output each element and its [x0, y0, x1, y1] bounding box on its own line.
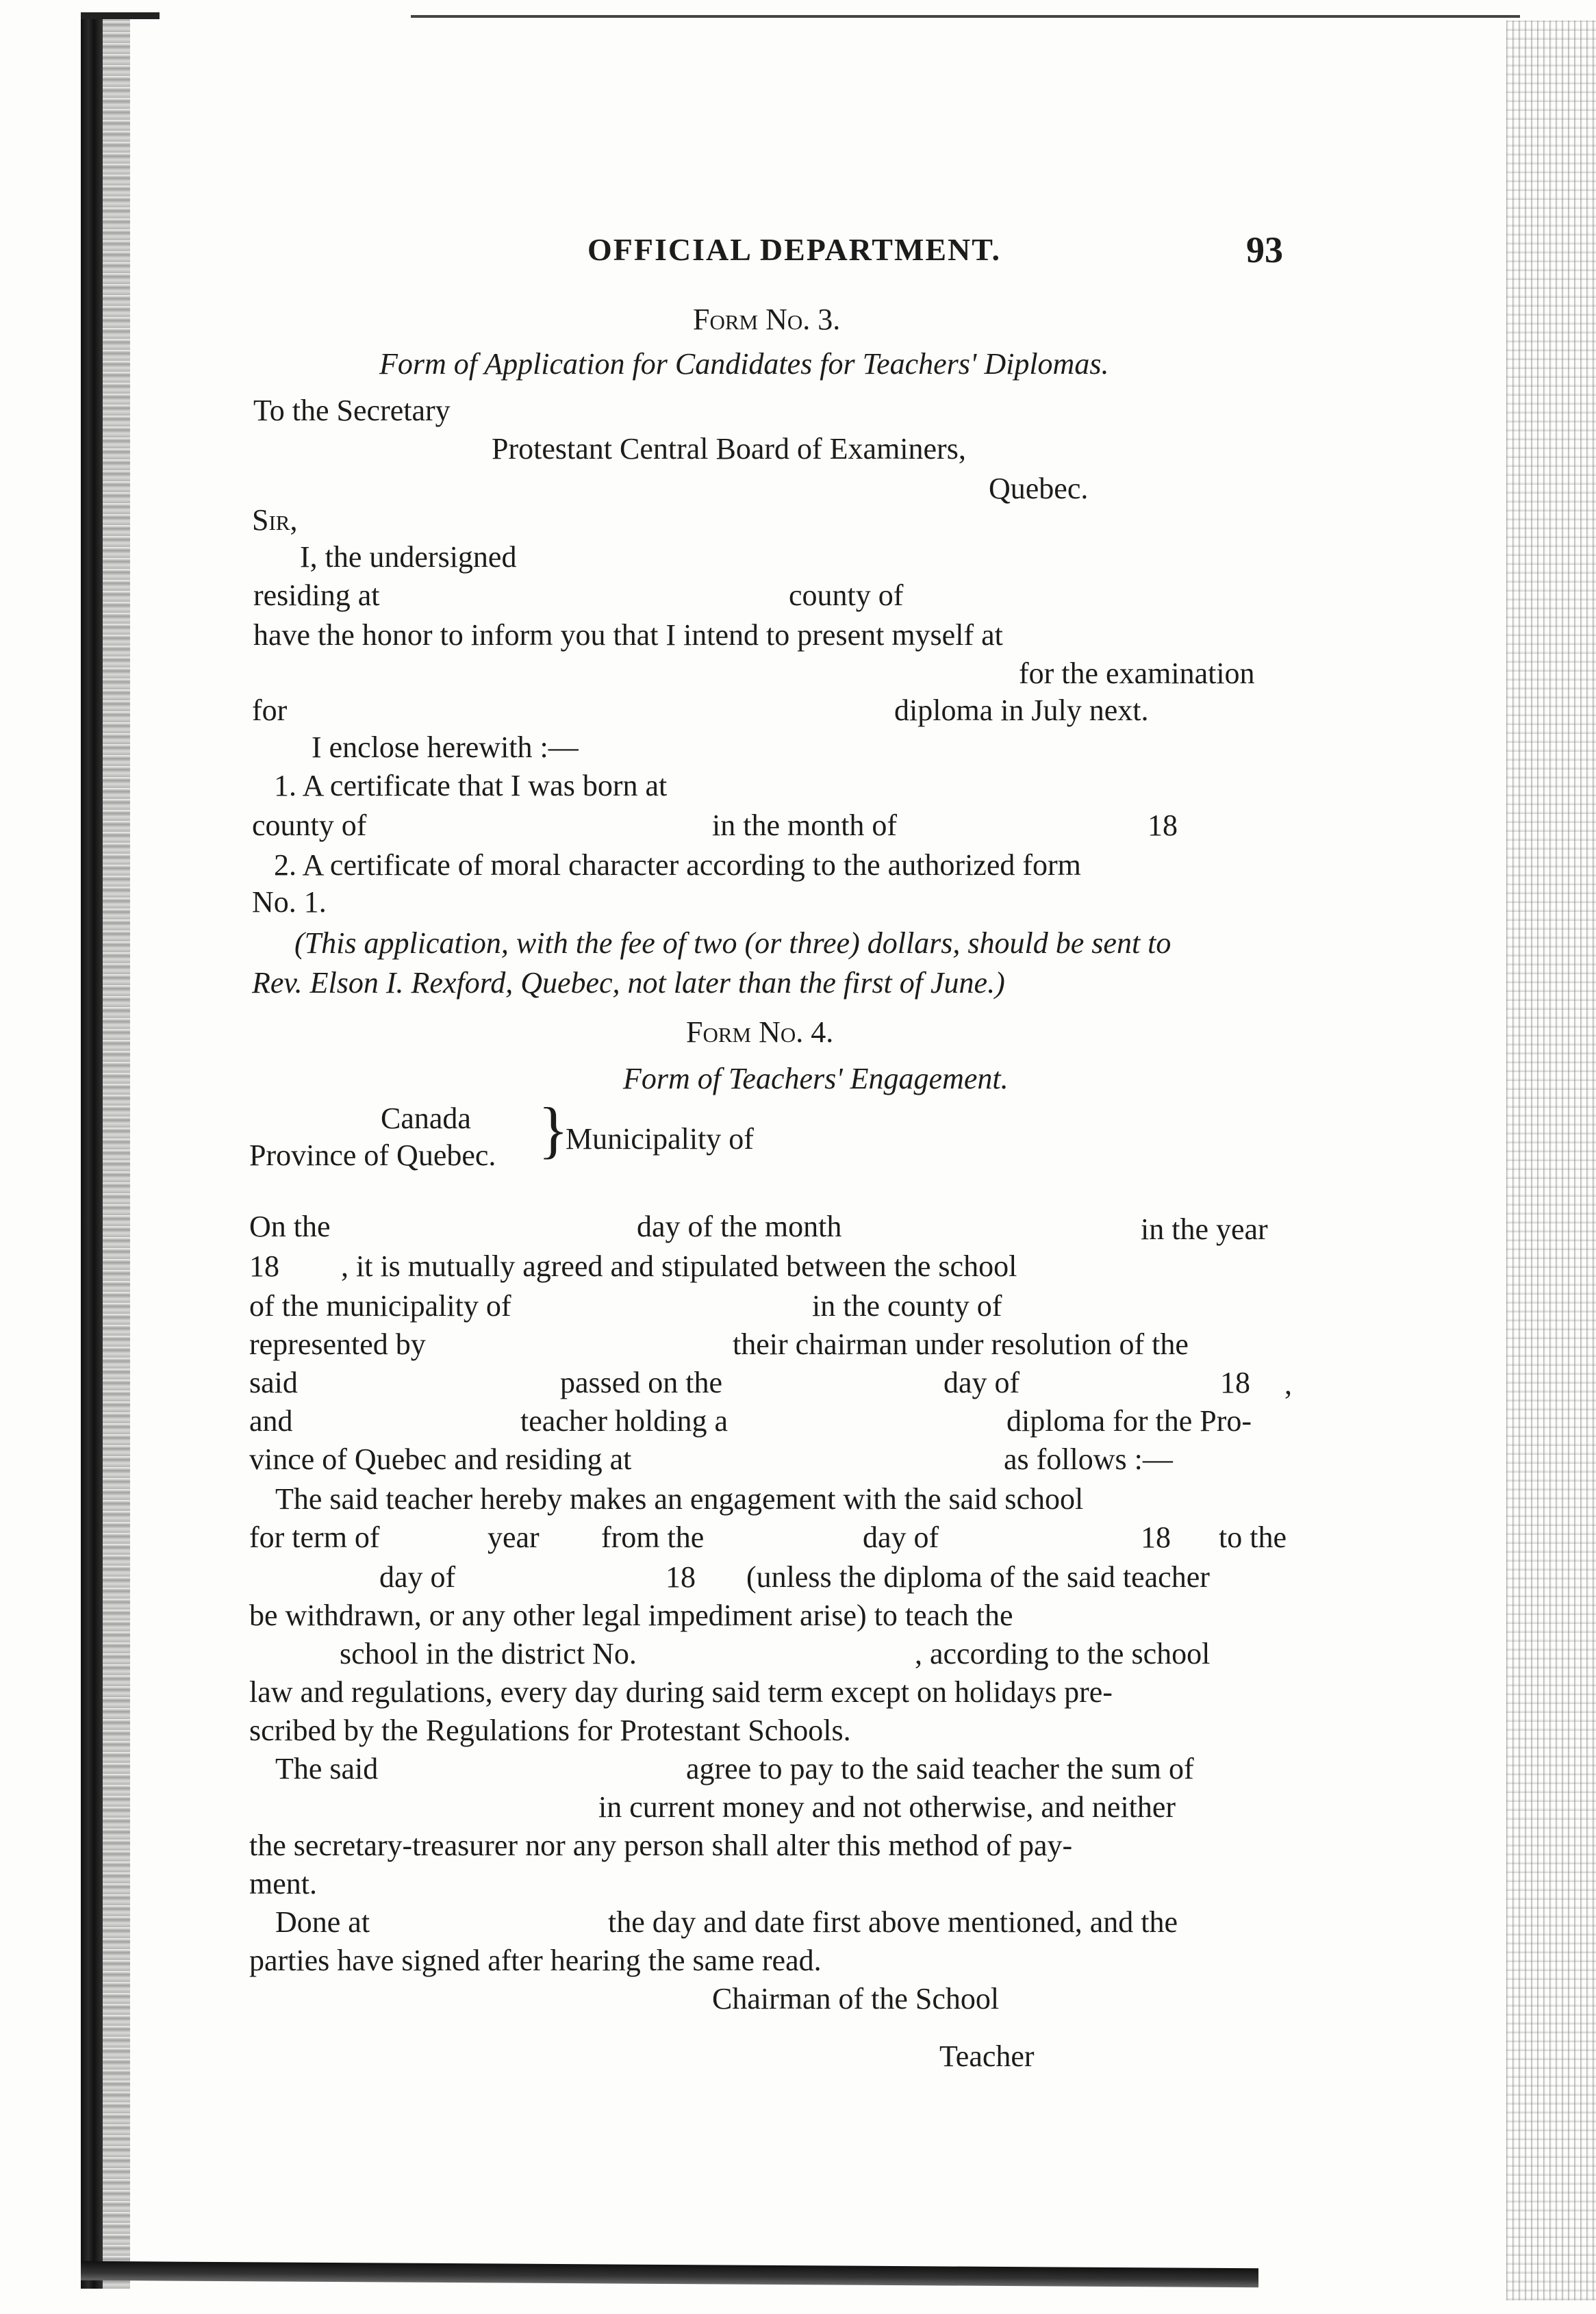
- form4-line: vince of Quebec and residing at: [249, 1442, 632, 1476]
- form4-canada: Canada: [381, 1102, 471, 1135]
- form4-line: in the county of: [812, 1289, 1002, 1323]
- form4-line: law and regulations, every day during said term except on holidays pre-: [249, 1675, 1113, 1709]
- form4-line: ,: [1284, 1367, 1292, 1401]
- form3-line: I, the undersigned: [300, 540, 517, 574]
- form4-signature-teacher: Teacher: [939, 2039, 1035, 2073]
- form3-line: 1. A certificate that I was born at: [274, 769, 668, 802]
- form3-address-line: Protestant Central Board of Examiners,: [492, 432, 966, 466]
- form4-line: to the: [1219, 1521, 1287, 1554]
- form4-line: 18: [666, 1560, 696, 1594]
- form4-line: and: [249, 1404, 293, 1438]
- form4-line: year: [487, 1521, 540, 1554]
- form4-line: 18: [249, 1249, 279, 1283]
- form4-line: The said teacher hereby makes an engagement with the said school: [275, 1482, 1084, 1516]
- form4-line: (unless the diploma of the said teacher: [746, 1560, 1210, 1594]
- form4-line: scribed by the Regulations for Protestant Schools.: [249, 1714, 851, 1747]
- form4-brace: }: [538, 1095, 569, 1165]
- bottom-page-edge: [81, 2261, 1258, 2288]
- form4-line: 18: [1220, 1366, 1250, 1399]
- form4-line: in the year: [1141, 1212, 1268, 1246]
- form4-line: , it is mutually agreed and stipulated between the school: [341, 1249, 1017, 1283]
- form4-municipality: Municipality of: [566, 1122, 754, 1156]
- form4-line: , according to the school: [915, 1637, 1211, 1670]
- form4-line: be withdrawn, or any other legal impediment arise) to teach the: [249, 1599, 1013, 1632]
- top-corner-mark: [81, 12, 160, 19]
- form3-note: (This application, with the fee of two (or three) dollars, should be sent to: [294, 926, 1171, 960]
- form3-line: residing at: [253, 578, 380, 612]
- form4-line: Done at: [275, 1905, 370, 1939]
- form3-line: for: [252, 694, 288, 727]
- form4-heading: Form No. 4.: [686, 1015, 834, 1049]
- form3-line: for the examination: [1019, 657, 1255, 690]
- form4-line: day of the month: [637, 1210, 842, 1243]
- form4-line: teacher holding a: [520, 1404, 728, 1438]
- form4-line: their chairman under resolution of the: [733, 1327, 1189, 1361]
- form3-line: county of: [252, 809, 367, 842]
- form4-signature-chairman: Chairman of the School: [712, 1982, 1000, 2016]
- form4-line: The said: [275, 1752, 379, 1785]
- form4-line: day of: [863, 1521, 939, 1554]
- form3-line: in the month of: [712, 809, 898, 842]
- form4-subtitle: Form of Teachers' Engagement.: [623, 1062, 1009, 1095]
- form4-line: of the municipality of: [249, 1289, 511, 1323]
- form4-line: the day and date first above mentioned, and the: [608, 1905, 1178, 1939]
- form4-line: for term of: [249, 1521, 380, 1554]
- form4-line: represented by: [249, 1327, 426, 1361]
- form3-address-line: Quebec.: [989, 472, 1089, 505]
- form3-subtitle: Form of Application for Candidates for Teachers' Diplomas.: [379, 347, 1109, 381]
- form3-salutation: Sir,: [252, 503, 298, 537]
- form3-line: 2. A certificate of moral character according to the authorized form: [274, 848, 1081, 882]
- form3-note: Rev. Elson I. Rexford, Quebec, not later than the first of June.): [252, 966, 1005, 1000]
- form4-line: ment.: [249, 1867, 317, 1900]
- form3-line: 18: [1148, 809, 1178, 842]
- form4-line: passed on the: [560, 1366, 723, 1399]
- form4-line: day of: [943, 1366, 1020, 1399]
- book-spine-shadow: [81, 12, 103, 2289]
- form4-line: agree to pay to the said teacher the sum of: [686, 1752, 1194, 1785]
- form3-line: No. 1.: [252, 885, 327, 919]
- form4-province: Province of Quebec.: [249, 1139, 496, 1172]
- page-edge-texture: [1506, 21, 1596, 2300]
- form3-line: have the honor to inform you that I intend to present myself at: [253, 618, 1003, 652]
- form4-line: school in the district No.: [340, 1637, 637, 1670]
- form4-line: On the: [249, 1210, 331, 1243]
- form3-line: diploma in July next.: [894, 694, 1149, 727]
- form4-line: said: [249, 1366, 298, 1399]
- form3-line: I enclose herewith :—: [312, 730, 579, 764]
- page-number: 93: [1246, 229, 1283, 270]
- form3-address-line: To the Secretary: [253, 394, 451, 427]
- form4-line: in current money and not otherwise, and neither: [598, 1790, 1176, 1824]
- running-title: OFFICIAL DEPARTMENT.: [587, 232, 1002, 267]
- form3-line: county of: [789, 578, 904, 612]
- form4-line: 18: [1141, 1521, 1171, 1554]
- top-page-edge: [411, 15, 1520, 18]
- form3-heading: Form No. 3.: [693, 303, 841, 336]
- book-spine-edge: [103, 12, 130, 2289]
- form4-line: from the: [601, 1521, 705, 1554]
- form4-line: the secretary-treasurer nor any person shall alter this method of pay-: [249, 1829, 1073, 1862]
- form4-line: day of: [379, 1560, 456, 1594]
- form4-line: as follows :—: [1004, 1442, 1173, 1476]
- form4-line: parties have signed after hearing the same read.: [249, 1944, 822, 1977]
- form4-line: diploma for the Pro-: [1006, 1404, 1252, 1438]
